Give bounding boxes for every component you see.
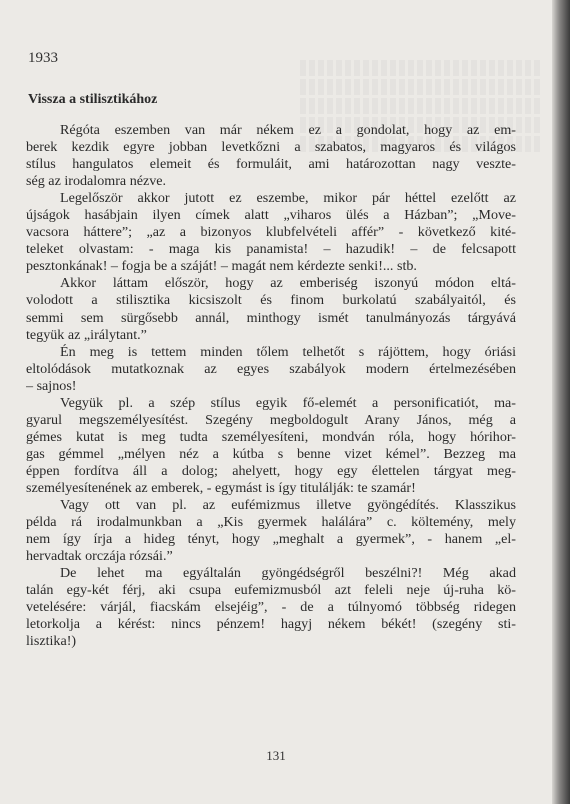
text-line: gyarul megszemélyesítést. Szegény megboldogult Arany János, még a — [26, 411, 516, 428]
text-line: volodott a stilisztika kicsiszolt és finom burkolatú szabályaitól, és — [26, 292, 516, 309]
text-line: nem így írja a hideg tényt, hogy „meghalt a gyermek”, - hanem „el- — [26, 531, 516, 548]
text-line: stílus hangulatos elemeit és formuláit, ami határozottan nagy veszte- — [26, 156, 516, 173]
text-line: lisztika!) — [26, 633, 77, 650]
text-line: Vegyük pl. a szép stílus egyik fő-elemét a personificatiót, ma- — [60, 394, 516, 411]
paragraph — [26, 122, 516, 190]
text-line: teleket olvastam: - maga kis panamista! – hazudik! – de felcsapott — [26, 241, 516, 258]
text-line: Vagy ott van pl. az eufémizmus illetve gyöngédítés. Klasszikus — [60, 497, 516, 514]
text-line: Legelőször akkor jutott ez eszembe, mikor pár héttel ezelőtt az — [60, 190, 516, 207]
text-line: semmi sem sürgősebb annál, minthogy ismét tanulmányozás tárgyává — [26, 309, 516, 326]
text-line: hervadtak orczája rózsái.” — [26, 548, 173, 565]
text-line: letorkolja a kérést: nincs pénzem! hagyj nékem békét! (szegény sti- — [26, 616, 516, 633]
article-title: Vissza a stilisztikához — [28, 92, 158, 107]
text-line: talán egy-két férj, aki csupa eufemizmusból azt feleli neje új-ruha kö- — [26, 582, 516, 599]
paragraph — [26, 497, 516, 565]
text-line: pesztonkának! – fogja be a száját! – magát nem kérdezte senki!... stb. — [26, 258, 417, 275]
text-line: Én meg is tettem minden tőlem telhetőt s rájöttem, hogy óriási — [60, 343, 516, 360]
text-line: eltolódások mutatkoznak az egyes szabályok modern értelmezésében — [26, 360, 516, 377]
text-line: személyesítenének az emberek, - egymást is így titulálják: te szamár! — [26, 479, 416, 496]
paragraph — [26, 565, 516, 650]
book-spine-shadow — [552, 0, 570, 804]
text-line: – sajnos! — [26, 377, 77, 394]
text-line: vetelésére: várjál, fiacskám elsejéig”, - de a túlnyomó többség ridegen — [26, 599, 516, 616]
text-line: De lehet ma egyáltalán gyöngédségről beszélni?! Még akad — [60, 565, 516, 582]
paragraph — [26, 395, 516, 497]
text-line: vacsora háttere”; „az a bizonyos klubfelvételi affér” - következő kité- — [26, 224, 516, 241]
text-line: példa rá irodalmunkban a „Kis gyermek halálára” c. költemény, mely — [26, 514, 516, 531]
year-heading: 1933 — [28, 50, 58, 66]
text-line: gas gémmel „mélyen néz a kútba s benne vizet kémel”. Bezzeg ma — [26, 445, 516, 462]
paragraph — [26, 275, 516, 343]
paragraph — [26, 344, 516, 395]
text-line: tegyük az „irálytant.” — [26, 326, 147, 343]
text-line: Régóta eszemben van már nékem ez a gondolat, hogy az em- — [60, 122, 516, 138]
page-number: 131 — [266, 748, 286, 763]
text-line: éppen fordítva áll a dolog; ahelyett, hogy egy élettelen tárgyat meg- — [26, 462, 516, 479]
text-line: ség az irodalomra nézve. — [26, 173, 167, 190]
text-line: berek kezdik egyre jobban levetkőzni a szabatos, magyaros és világos — [26, 139, 516, 156]
text-line: gémes kutat is meg tudta személyesíteni, mondván róla, hogy hórihor- — [26, 428, 516, 445]
text-line: újságok hasábjain ilyen címek alatt „viharos ülés a Házban”; „Move- — [26, 207, 516, 224]
text-line: Akkor láttam először, hogy az emberiség iszonyú módon eltá- — [60, 275, 516, 292]
article-body — [26, 122, 516, 650]
paragraph — [26, 190, 516, 275]
